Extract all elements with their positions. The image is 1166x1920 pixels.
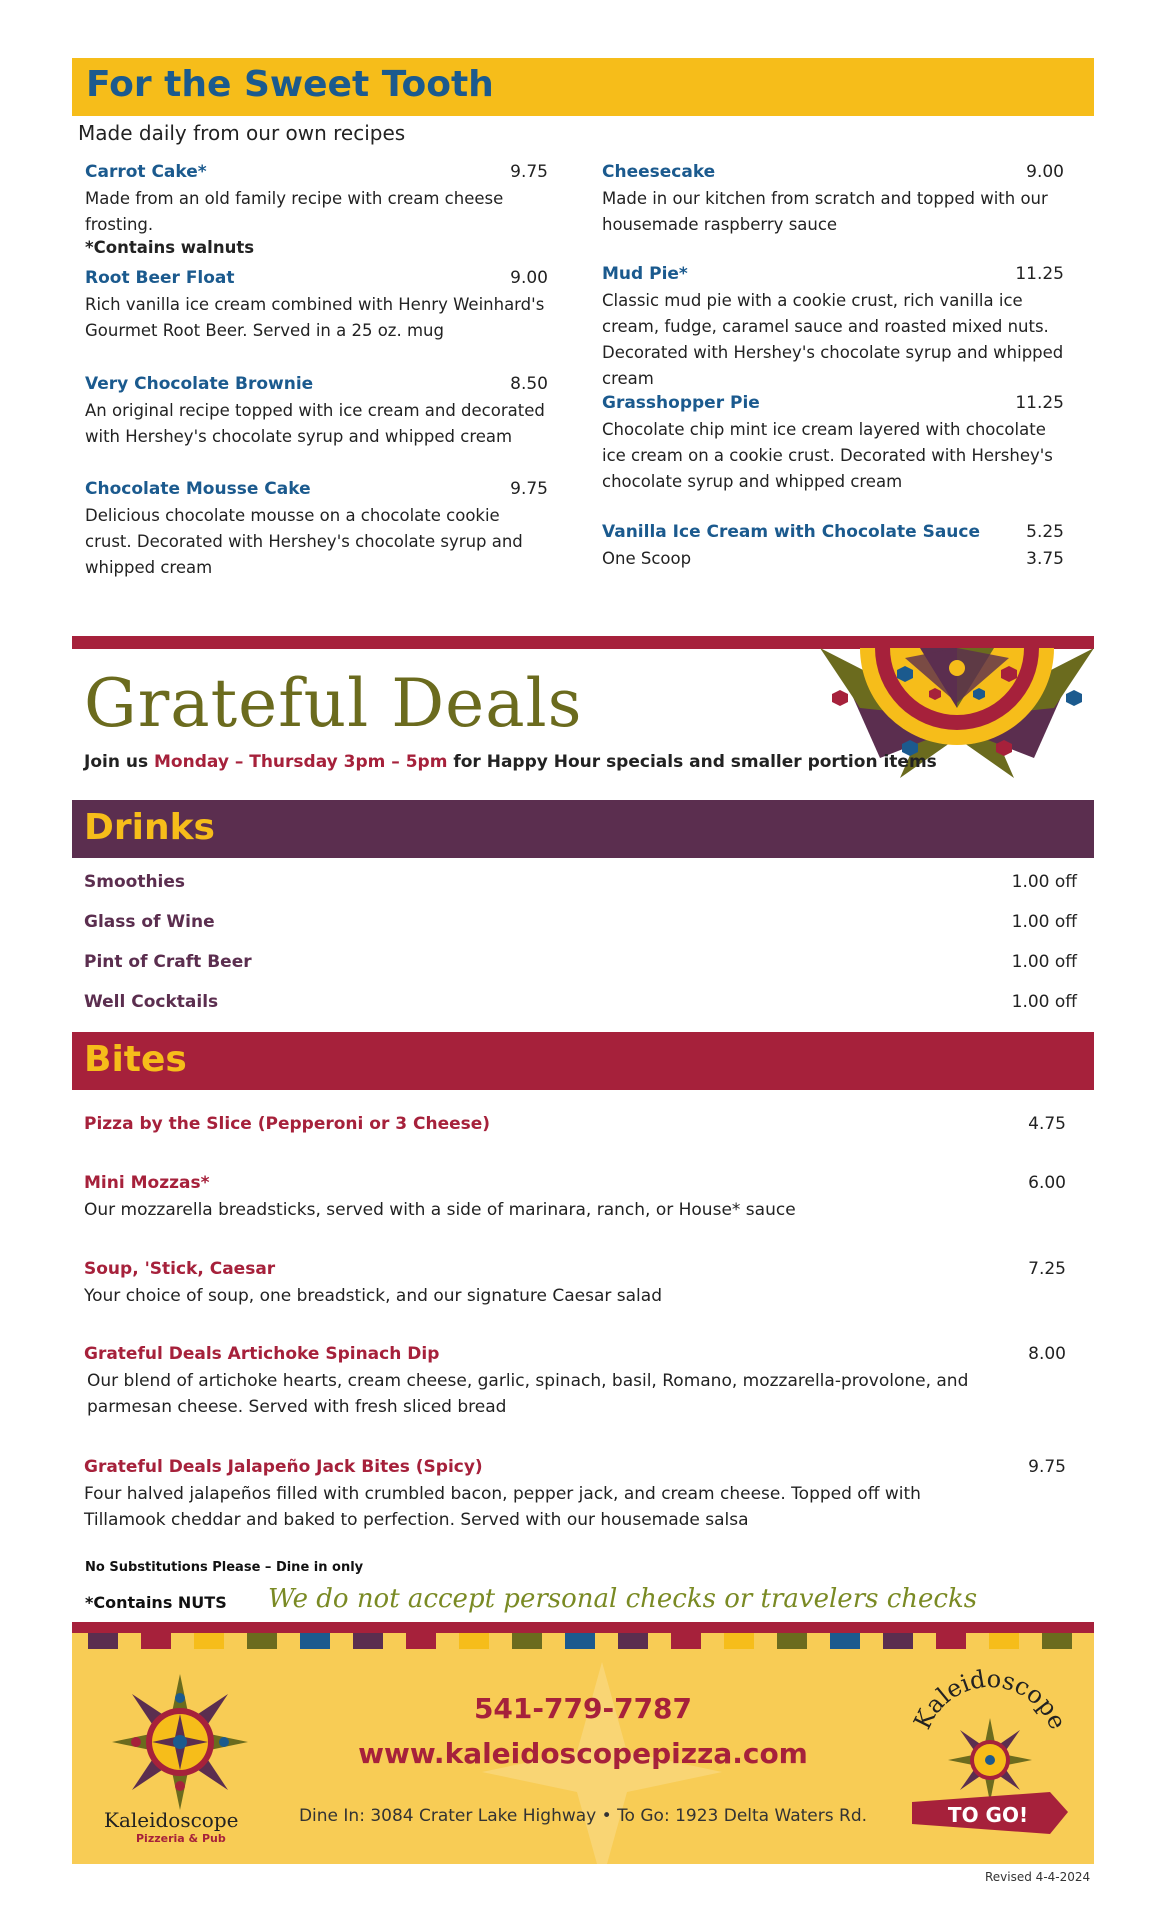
- strip-block: [830, 1633, 860, 1649]
- strip-block: [141, 1633, 171, 1649]
- item-price: 9.00: [1026, 162, 1064, 182]
- bite-desc: Our blend of artichoke hearts, cream cheese, garlic, spinach, basil, Romano, mozzarella-provolone, and parmesan cheese. Served with fresh sliced bread: [87, 1371, 969, 1417]
- strip-block: [565, 1633, 595, 1649]
- footer-rule: [72, 1622, 1094, 1633]
- item-name: Cheesecake: [602, 162, 716, 182]
- item-desc: An original recipe topped with ice cream and decorated with Hershey's chocolate syrup and whipped cream: [85, 401, 545, 446]
- item-desc: Delicious chocolate mousse on a chocolate cookie crust. Decorated with Hershey's chocolate syrup and whipped cream: [85, 506, 523, 577]
- item-desc: Rich vanilla ice cream combined with Henry Weinhard's Gourmet Root Beer. Served in a 25 oz. mug: [85, 295, 545, 340]
- phone-number[interactable]: 541-779-7787: [473, 1692, 693, 1725]
- strip-block: [88, 1633, 118, 1649]
- checks-policy-note: We do not accept personal checks or travelers checks: [268, 1584, 978, 1614]
- item-price: 9.75: [510, 162, 548, 182]
- bites-title: Bites: [84, 1039, 187, 1080]
- bite-name: Grateful Deals Jalapeño Jack Bites (Spicy): [84, 1457, 483, 1477]
- strip-block: [300, 1633, 330, 1649]
- bite-item: [84, 1259, 1066, 1309]
- bite-name: Mini Mozzas*: [84, 1173, 210, 1193]
- revised-date: Revised 4-4-2024: [985, 1870, 1091, 1884]
- drink-row: [84, 872, 1077, 892]
- drink-row: [84, 952, 1077, 972]
- item-desc: Made in our kitchen from scratch and topped with our housemade raspberry sauce: [602, 189, 1048, 234]
- item-name: Carrot Cake*: [85, 162, 207, 182]
- item-desc: Chocolate chip mint ice cream layered with chocolate ice cream on a cookie crust. Decorated with Hershey's chocolate syrup and whipped cream: [602, 420, 1053, 491]
- bite-item: [84, 1173, 1066, 1223]
- menu-item: [602, 393, 1064, 495]
- bite-price: 7.25: [1028, 1259, 1066, 1279]
- bite-desc: Our mozzarella breadsticks, served with a side of marinara, ranch, or House* sauce: [84, 1200, 796, 1220]
- drink-discount: 1.00 off: [1011, 992, 1077, 1012]
- item-name: Mud Pie*: [602, 264, 688, 284]
- menu-item: [602, 522, 1064, 572]
- item-price: 9.00: [510, 268, 548, 288]
- bite-item: [84, 1344, 1066, 1420]
- drink-name: Glass of Wine: [84, 912, 215, 932]
- item-desc: Made from an old family recipe with cream cheese frosting.: [85, 189, 504, 234]
- item-name: Very Chocolate Brownie: [85, 374, 314, 394]
- address-line: Dine In: 3084 Crater Lake Highway • To Go: 1923 Delta Waters Rd.: [298, 1806, 868, 1826]
- happy-hour-pre: Join us: [84, 752, 154, 772]
- bite-price: 9.75: [1028, 1457, 1066, 1477]
- bite-desc: Your choice of soup, one breadstick, and our signature Caesar salad: [84, 1286, 662, 1306]
- item-name: Chocolate Mousse Cake: [85, 479, 311, 499]
- item-price: 5.25: [1026, 522, 1064, 542]
- drink-name: Smoothies: [84, 872, 186, 892]
- item-desc: Classic mud pie with a cookie crust, rich vanilla ice cream, fudge, caramel sauce and roasted mixed nuts. Decorated with Hershey's chocolate syrup and whipped cream: [602, 291, 1064, 388]
- item-sub-label: One Scoop: [602, 549, 692, 568]
- sweet-tooth-title: For the Sweet Tooth: [86, 64, 494, 105]
- grateful-deals-title: Grateful Deals: [84, 665, 583, 742]
- no-substitutions-note: No Substitutions Please – Dine in only: [85, 1560, 364, 1575]
- bite-price: 8.00: [1028, 1344, 1066, 1364]
- bite-price: 6.00: [1028, 1173, 1066, 1193]
- togo-label: TO GO!: [947, 1803, 1029, 1827]
- drink-row: [84, 912, 1077, 932]
- strip-block: [618, 1633, 648, 1649]
- item-name: Root Beer Float: [85, 268, 235, 288]
- strip-block: [724, 1633, 754, 1649]
- menu-item: [85, 479, 548, 581]
- item-name: Vanilla Ice Cream with Chocolate Sauce: [602, 522, 981, 542]
- drink-discount: 1.00 off: [1011, 872, 1077, 892]
- happy-hour-times: Monday – Thursday 3pm – 5pm: [154, 752, 448, 772]
- item-sub-row: [602, 546, 1064, 572]
- strip-block: [247, 1633, 277, 1649]
- drink-discount: 1.00 off: [1011, 952, 1077, 972]
- contains-nuts-note: *Contains NUTS: [85, 1593, 227, 1612]
- bite-desc: Four halved jalapeños filled with crumbled bacon, pepper jack, and cream cheese. Topped off with Tillamook cheddar and baked to perfection. Served with our housemade salsa: [84, 1484, 921, 1530]
- drink-name: Pint of Craft Beer: [84, 952, 252, 972]
- item-name: Grasshopper Pie: [602, 393, 760, 413]
- item-price: 11.25: [1015, 393, 1064, 413]
- happy-hour-post: for Happy Hour specials and smaller portion items: [447, 752, 937, 772]
- bites-banner: [72, 1032, 1094, 1090]
- strip-block: [777, 1633, 807, 1649]
- togo-logo-icon: [900, 1642, 1080, 1842]
- item-price: 8.50: [510, 374, 548, 394]
- strip-block: [671, 1633, 701, 1649]
- menu-item: [85, 162, 548, 257]
- logo-name: Kaleidoscope: [104, 1808, 239, 1832]
- bite-name: Soup, 'Stick, Caesar: [84, 1259, 276, 1279]
- bite-name: Grateful Deals Artichoke Spinach Dip: [84, 1344, 440, 1364]
- strip-block: [512, 1633, 542, 1649]
- bite-price: 4.75: [1028, 1114, 1066, 1134]
- strip-block: [353, 1633, 383, 1649]
- website-link[interactable]: www.kaleidoscopepizza.com: [358, 1737, 808, 1770]
- strip-block: [194, 1633, 224, 1649]
- logo-subtitle: Pizzeria & Pub: [136, 1832, 226, 1845]
- item-note: *Contains walnuts: [85, 238, 255, 257]
- drink-discount: 1.00 off: [1011, 912, 1077, 932]
- drinks-banner: [72, 800, 1094, 858]
- drinks-title: Drinks: [84, 807, 215, 848]
- item-price: 11.25: [1015, 264, 1064, 284]
- bite-item: [84, 1457, 1066, 1533]
- bite-item: [84, 1114, 1066, 1134]
- drink-name: Well Cocktails: [84, 992, 219, 1012]
- strip-block: [406, 1633, 436, 1649]
- sweet-tooth-subtitle: Made daily from our own recipes: [78, 121, 406, 145]
- drink-row: [84, 992, 1077, 1012]
- item-sub-price: 3.75: [1026, 549, 1064, 569]
- bite-name: Pizza by the Slice (Pepperoni or 3 Cheese): [84, 1114, 491, 1134]
- togo-logo-name: Kaleidoscope: [908, 1664, 1072, 1734]
- happy-hour-line: [84, 752, 937, 772]
- menu-item: [602, 162, 1064, 238]
- menu-item: [85, 374, 548, 450]
- menu-item: [602, 264, 1064, 392]
- menu-item: [85, 268, 548, 344]
- strip-block: [459, 1633, 489, 1649]
- item-price: 9.75: [510, 479, 548, 499]
